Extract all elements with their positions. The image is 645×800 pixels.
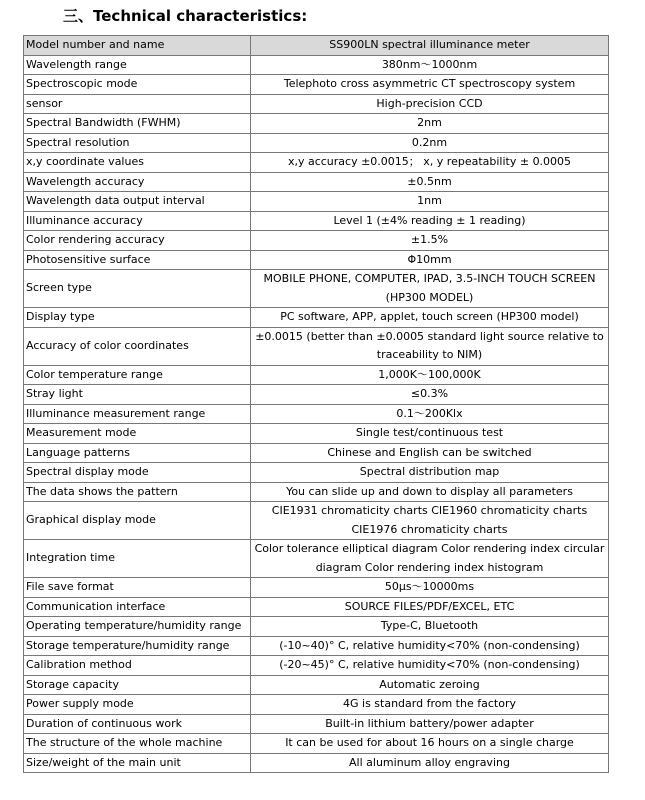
row-value: SOURCE FILES/PDF/EXCEL, ETC [251, 597, 609, 617]
row-value: Automatic zeroing [251, 675, 609, 695]
row-value: (-20~45)° C, relative humidity<70% (non-condensing) [251, 656, 609, 676]
row-value: 1nm [251, 192, 609, 212]
table-row [24, 753, 609, 773]
section-number: 三、 [63, 7, 94, 25]
row-key: Spectral Bandwidth (FWHM) [24, 114, 251, 134]
table-row [24, 463, 609, 483]
row-value: 50μs～10000ms [251, 578, 609, 598]
row-value: 4G is standard from the factory [251, 695, 609, 715]
row-key: Language patterns [24, 443, 251, 463]
table-row [24, 404, 609, 424]
row-value: Spectral distribution map [251, 463, 609, 483]
table-row [24, 192, 609, 212]
spec-table [23, 35, 609, 773]
row-value: ±1.5% [251, 231, 609, 251]
row-key: Duration of continuous work [24, 714, 251, 734]
table-header-row [24, 36, 609, 56]
row-key: Communication interface [24, 597, 251, 617]
table-row [24, 94, 609, 114]
table-row [24, 734, 609, 754]
row-value: Φ10mm [251, 250, 609, 270]
row-value: 0.2nm [251, 133, 609, 153]
header-value: SS900LN spectral illuminance meter [251, 36, 609, 56]
row-key: x,y coordinate values [24, 153, 251, 173]
table-row [24, 695, 609, 715]
table-row [24, 617, 609, 637]
table-row [24, 424, 609, 444]
table-row [24, 443, 609, 463]
row-key: Accuracy of color coordinates [24, 327, 251, 365]
row-key: Color temperature range [24, 365, 251, 385]
table-row [24, 385, 609, 405]
table-row [24, 636, 609, 656]
row-key: Color rendering accuracy [24, 231, 251, 251]
row-key: Wavelength data output interval [24, 192, 251, 212]
table-row [24, 327, 609, 365]
row-key: Spectral display mode [24, 463, 251, 483]
table-row [24, 270, 609, 308]
row-value: 1,000K～100,000K [251, 365, 609, 385]
row-value: It can be used for about 16 hours on a single charge [251, 734, 609, 754]
row-key: Storage capacity [24, 675, 251, 695]
row-value: Chinese and English can be switched [251, 443, 609, 463]
row-value: Type-C, Bluetooth [251, 617, 609, 637]
row-value: High-precision CCD [251, 94, 609, 114]
row-value: All aluminum alloy engraving [251, 753, 609, 773]
table-row [24, 133, 609, 153]
table-row [24, 656, 609, 676]
row-key: Stray light [24, 385, 251, 405]
row-key: Wavelength range [24, 55, 251, 75]
table-row [24, 211, 609, 231]
row-key: Screen type [24, 270, 251, 308]
row-key: Photosensitive surface [24, 250, 251, 270]
row-key: Illuminance measurement range [24, 404, 251, 424]
row-key: Measurement mode [24, 424, 251, 444]
table-row [24, 308, 609, 328]
row-key: File save format [24, 578, 251, 598]
row-value: 0.1～200Klx [251, 404, 609, 424]
table-row [24, 172, 609, 192]
row-value: x,y accuracy ±0.0015； x, y repeatability ± 0.0005 [251, 153, 609, 173]
table-row [24, 365, 609, 385]
row-value: PC software, APP, applet, touch screen (HP300 model) [251, 308, 609, 328]
table-row [24, 250, 609, 270]
row-key: Spectroscopic mode [24, 75, 251, 95]
table-row [24, 231, 609, 251]
row-key: Calibration method [24, 656, 251, 676]
row-value: 2nm [251, 114, 609, 134]
row-value: Color tolerance elliptical diagram Color rendering index circular diagram Color rendering index histogram [251, 540, 609, 578]
row-key: Operating temperature/humidity range [24, 617, 251, 637]
row-key: Storage temperature/humidity range [24, 636, 251, 656]
header-key: Model number and name [24, 36, 251, 56]
table-row [24, 482, 609, 502]
row-value: ±0.0015 (better than ±0.0005 standard light source relative to traceability to NIM) [251, 327, 609, 365]
row-value: CIE1931 chromaticity charts CIE1960 chromaticity charts CIE1976 chromaticity charts [251, 502, 609, 540]
table-row [24, 714, 609, 734]
row-value: Telephoto cross asymmetric CT spectroscopy system [251, 75, 609, 95]
table-row [24, 75, 609, 95]
row-key: Wavelength accuracy [24, 172, 251, 192]
row-key: Size/weight of the main unit [24, 753, 251, 773]
table-row [24, 502, 609, 540]
row-key: Power supply mode [24, 695, 251, 715]
table-row [24, 540, 609, 578]
table-row [24, 675, 609, 695]
table-row [24, 578, 609, 598]
row-key: Graphical display mode [24, 502, 251, 540]
row-key: The data shows the pattern [24, 482, 251, 502]
row-value: Single test/continuous test [251, 424, 609, 444]
row-value: ≤0.3% [251, 385, 609, 405]
table-row [24, 597, 609, 617]
row-key: Spectral resolution [24, 133, 251, 153]
row-value: Level 1 (±4% reading ± 1 reading) [251, 211, 609, 231]
section-title: Technical characteristics: [93, 7, 308, 25]
row-key: sensor [24, 94, 251, 114]
row-key: Integration time [24, 540, 251, 578]
row-key: Display type [24, 308, 251, 328]
table-row [24, 55, 609, 75]
row-value: (-10~40)° C, relative humidity<70% (non-condensing) [251, 636, 609, 656]
table-row [24, 153, 609, 173]
row-key: Illuminance accuracy [24, 211, 251, 231]
row-value: ±0.5nm [251, 172, 609, 192]
row-value: Built-in lithium battery/power adapter [251, 714, 609, 734]
row-value: You can slide up and down to display all parameters [251, 482, 609, 502]
section-heading [63, 5, 307, 26]
row-key: The structure of the whole machine [24, 734, 251, 754]
table-row [24, 114, 609, 134]
row-value: MOBILE PHONE, COMPUTER, IPAD, 3.5-INCH TOUCH SCREEN (HP300 MODEL) [251, 270, 609, 308]
row-value: 380nm～1000nm [251, 55, 609, 75]
